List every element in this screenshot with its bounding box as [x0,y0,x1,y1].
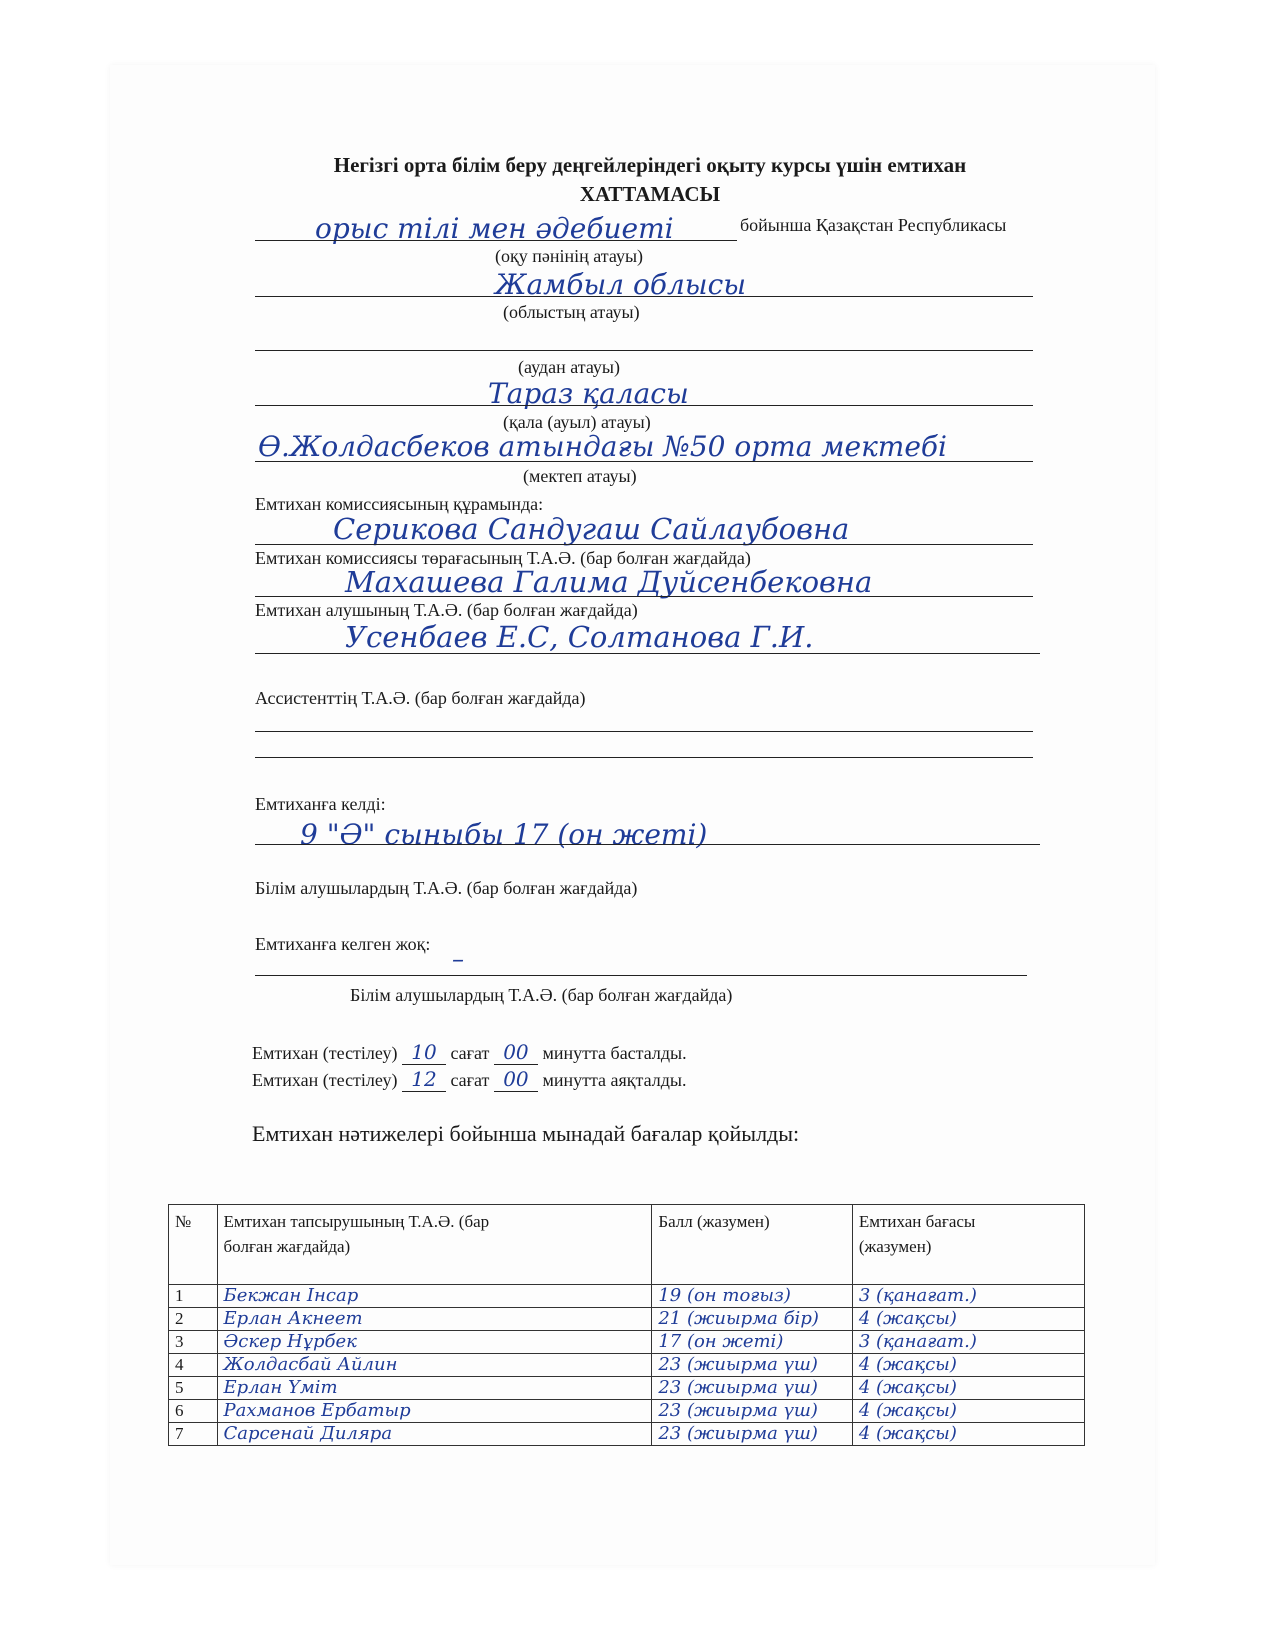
student-name: Әскер Нұрбек [217,1331,652,1354]
assistants-names: Усенбаев Е.С, Солтанова Г.И. [345,620,814,654]
row-number: 7 [169,1423,218,1446]
results-header-row [169,1205,1085,1285]
absent-label: Емтиханға келген жоқ: [255,934,431,954]
examiner-name: Махашева Галима Дуйсенбековна [345,565,873,599]
row-number: 1 [169,1285,218,1308]
assistant-line-1 [255,731,1033,732]
student-grade: 4 (жақсы) [852,1354,1084,1377]
results-table [168,1204,1085,1446]
student-score: 23 (жиырма үш) [652,1423,853,1446]
school-value: Ө.Жолдасбеков атындағы №50 орта мектебі [258,430,947,463]
came-value: 9 "Ә" сыныбы 17 (он жеті) [300,818,708,851]
end-prefix: Емтихан (тестілеу) [252,1070,398,1090]
col-number-header: № [169,1205,218,1285]
student-name: Сарсенай Диляра [217,1423,652,1446]
students-label: Білім алушылардың Т.А.Ә. (бар болған жағдайда) [255,878,638,898]
assistants-line [255,653,1040,654]
district-line [255,350,1033,351]
start-hour: 10 [402,1040,446,1065]
table-row [169,1308,1085,1331]
student-name: Бекжан Інсар [217,1285,652,1308]
student-score: 19 (он тоғыз) [652,1285,853,1308]
row-number: 3 [169,1331,218,1354]
start-time-row [252,1040,687,1065]
came-line [255,844,1040,845]
student-score: 21 (жиырма бір) [652,1308,853,1331]
end-suffix: минутта аяқталды. [542,1070,687,1090]
table-row [169,1331,1085,1354]
city-caption: (қала (ауыл) атауы) [503,412,651,432]
title-line-2: ХАТТАМАСЫ [579,182,721,206]
subject-caption: (оқу пәнінің атауы) [495,246,644,266]
col-score-header: Балл (жазумен) [652,1205,853,1285]
student-score: 23 (жиырма үш) [652,1354,853,1377]
student-grade: 4 (жақсы) [852,1308,1084,1331]
school-line [255,461,1033,462]
results-heading: Емтихан нәтижелері бойынша мынадай бағалар қойылды: [252,1121,800,1146]
table-row [169,1377,1085,1400]
student-grade: 3 (қанағат.) [852,1285,1084,1308]
commission-chair-name: Серикова Сандугаш Сайлаубовна [333,512,850,546]
student-name: Жолдасбай Айлин [217,1354,652,1377]
end-time-row [252,1067,687,1092]
commission-label: Емтихан комиссиясының құрамында: [255,494,544,514]
absent-caption: Білім алушылардың Т.А.Ә. (бар болған жағдайда) [350,985,733,1005]
student-grade: 4 (жақсы) [852,1400,1084,1423]
table-row [169,1285,1085,1308]
table-row [169,1354,1085,1377]
came-label: Емтиханға келді: [255,794,386,814]
district-caption: (аудан атауы) [518,357,620,377]
student-score: 23 (жиырма үш) [652,1377,853,1400]
start-hour-word: сағат [450,1043,490,1063]
end-hour: 12 [402,1067,446,1092]
school-caption: (мектеп атауы) [523,466,637,486]
student-name: Ерлан Акнеет [217,1308,652,1331]
region-caption: (облыстың атауы) [503,302,640,322]
start-minute: 00 [494,1040,538,1065]
table-row [169,1400,1085,1423]
region-line [255,296,1033,297]
row-number: 2 [169,1308,218,1331]
student-grade: 4 (жақсы) [852,1423,1084,1446]
end-hour-word: сағат [450,1070,490,1090]
title-line-1: Негізгі орта білім беру деңгейлеріндегі оқыту курсы үшін емтихан [333,153,967,177]
student-score: 23 (жиырма үш) [652,1400,853,1423]
examiner-label: Емтихан алушының Т.А.Ә. (бар болған жағдайда) [255,600,638,620]
start-prefix: Емтихан (тестілеу) [252,1043,398,1063]
student-grade: 4 (жақсы) [852,1377,1084,1400]
assistant-line-2 [255,757,1033,758]
commission-chair-label: Емтихан комиссиясы төрағасының Т.А.Ә. (бар болған жағдайда) [255,548,751,568]
col-name-header: Емтихан тапсырушының Т.А.Ә. (бар болған жағдайда) [217,1205,652,1285]
chair-line [255,544,1033,545]
absent-line [255,975,1027,976]
assistant-label: Ассистенттің Т.А.Ә. (бар болған жағдайда) [255,688,586,708]
student-name: Рахманов Ербатыр [217,1400,652,1423]
absent-value: – [452,945,464,973]
student-name: Ерлан Үміт [217,1377,652,1400]
table-row [169,1423,1085,1446]
row-number: 5 [169,1377,218,1400]
region-value: Жамбыл облысы [495,268,747,301]
examiner-line [255,596,1033,597]
start-suffix: минутта басталды. [542,1043,687,1063]
end-minute: 00 [494,1067,538,1092]
city-line [255,405,1033,406]
document-header [150,153,1150,207]
subject-value: орыс тілі мен әдебиеті [315,212,674,245]
row-number: 4 [169,1354,218,1377]
subject-suffix: бойынша Қазақстан Республикасы [740,215,1007,235]
student-score: 17 (он жеті) [652,1331,853,1354]
student-grade: 3 (қанағат.) [852,1331,1084,1354]
city-value: Тараз қаласы [488,377,689,410]
subject-line [255,240,737,241]
row-number: 6 [169,1400,218,1423]
col-grade-header: Емтихан бағасы (жазумен) [852,1205,1084,1285]
